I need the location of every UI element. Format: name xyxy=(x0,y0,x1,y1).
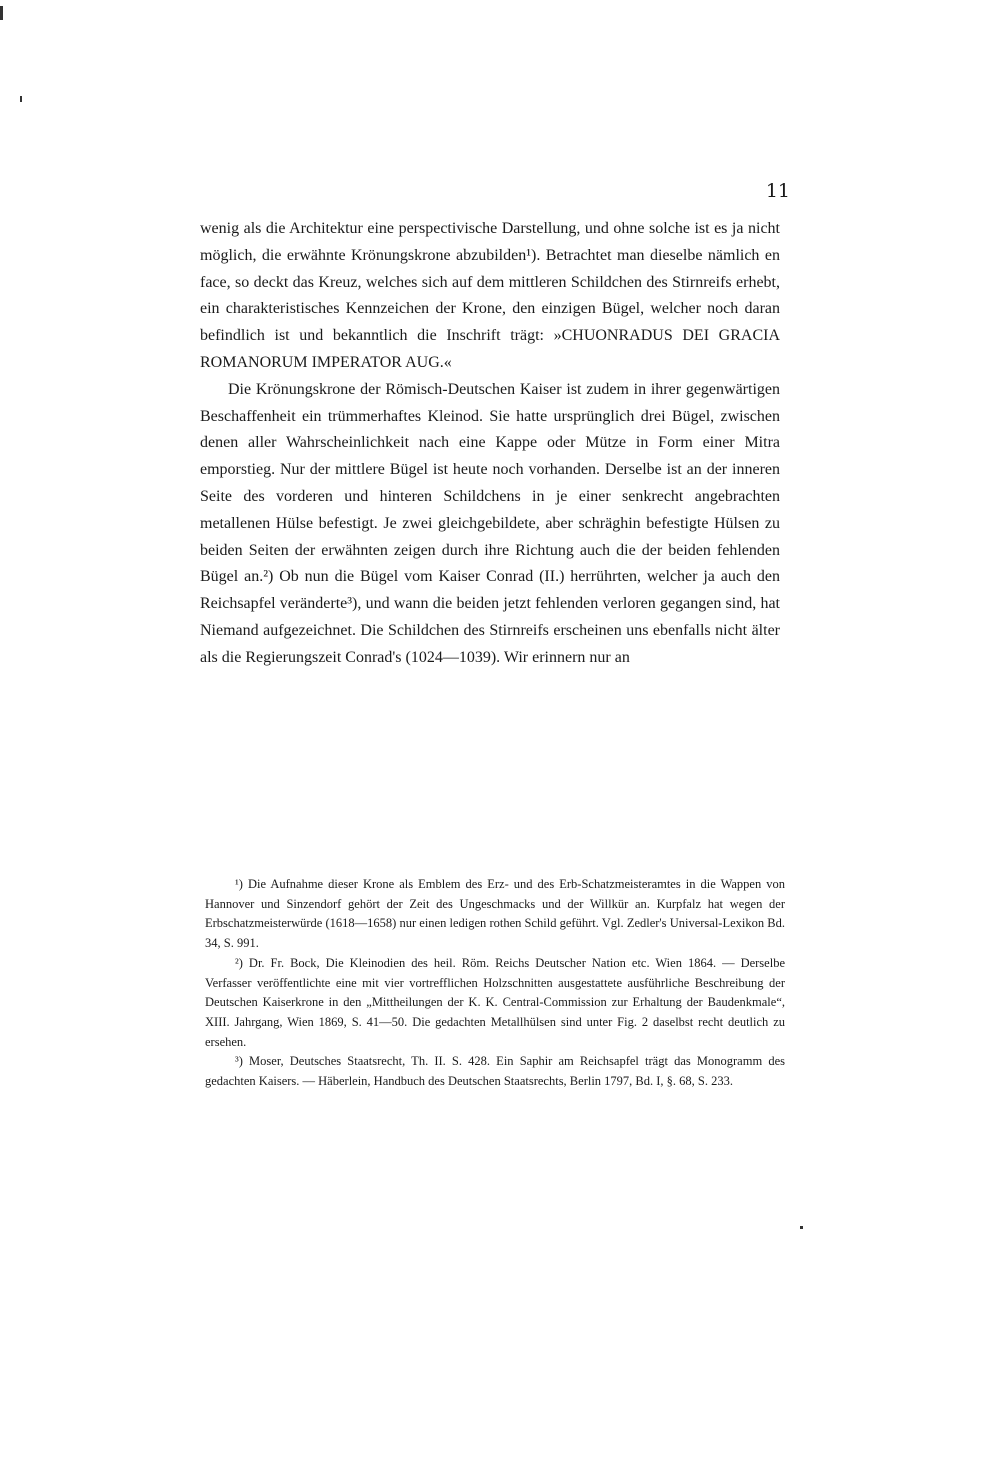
footnote-3: ³) Moser, Deutsches Staatsrecht, Th. II. S. 428. Ein Saphir am Reichsapfel trägt das Monogramm des gedachten Kaisers. — Häberlein, Handbuch des Deutschen Staatsrechts, Berlin 1797, Bd. I, §. 68, S. 233. xyxy=(205,1054,785,1089)
footnote-1: ¹) Die Aufnahme dieser Krone als Emblem des Erz- und des Erb-Schatzmeisteramtes in die Wappen von Hannover und Sinzendorf gehört der Zeit des Ungeschmacks und der Willkür an. Kurpfalz hat wegen der Erbschatzmeisterwürde (1618—1658) nur einen ledigen rothen Schild geführt. Vgl. Zedler's Universal-Lexikon Bd. 34, S. 991. xyxy=(205,877,785,951)
footnote-2: ²) Dr. Fr. Bock, Die Kleinodien des heil. Röm. Reichs Deutscher Nation etc. Wien 1864. — Derselbe Verfasser veröffentlichte eine mit vier vortrefflichen Holzschnitten ausgestattete ausführliche Beschreibung der Deutschen Kaiserkrone in den „Mittheilungen der K. K. Central-Commission zur Erhaltung der Baudenkmale“, XIII. Jahrgang, Wien 1869, S. 41—50. Die gedachten Metallhülsen sind unter Fig. 2 daselbst recht deutlich zu ersehen. xyxy=(205,955,785,1049)
paragraph-1: wenig als die Architektur eine perspectivische Darstellung, und ohne solche ist es ja nicht möglich, die erwähnte Krönungskrone abzubilden¹). Betrachtet man dieselbe nämlich en face, so deckt das Kreuz, welches sich auf dem mittleren Schildchen des Stirnreifs erhebt, ein charakteristisches Kennzeichen der Krone, den einzigen Bügel, welcher noch daran befindlich ist und bekanntlich die Inschrift trägt: »CHUONRADUS DEI GRACIA ROMANORUM IMPERATOR AUG.« xyxy=(200,220,780,371)
scan-speck-bottom-right xyxy=(800,1226,803,1229)
page-number: 11 xyxy=(765,180,790,202)
paragraph-2: Die Krönungskrone der Römisch-Deutschen Kaiser ist zudem in ihrer gegenwärtigen Beschaffenheit ein trümmerhaftes Kleinod. Sie hatte ursprünglich drei Bügel, zwischen denen aller Wahrscheinlichkeit nach eine Kappe oder Mütze in Form einer Mitra emporstieg. Nur der mittlere Bügel ist heute noch vorhanden. Derselbe ist an der inneren Seite des vorderen und hinteren Schildchens in je einer senkrecht angebrachten metallenen Hülse befestigt. Je zwei gleichgebildete, aber schräghin befestigte Hülsen zu beiden Seiten der erwähnten zeigen durch ihre Richtung auch die der beiden fehlenden Bügel an.²) Ob nun die Bügel vom Kaiser Conrad (II.) herrührten, welcher ja auch den Reichsapfel veränderte³), und wann die beiden jetzt fehlenden verloren gegangen sind, hat Niemand aufgezeichnet. Die Schildchen des Stirnreifs erscheinen uns ebenfalls nicht älter als die Regierungszeit Conrad's (1024—1039). Wir erinnern nur an xyxy=(200,380,780,666)
footnotes xyxy=(205,875,785,1092)
scan-speck-left xyxy=(20,96,22,102)
scan-speck-top-left xyxy=(0,6,3,20)
main-text xyxy=(200,216,780,672)
